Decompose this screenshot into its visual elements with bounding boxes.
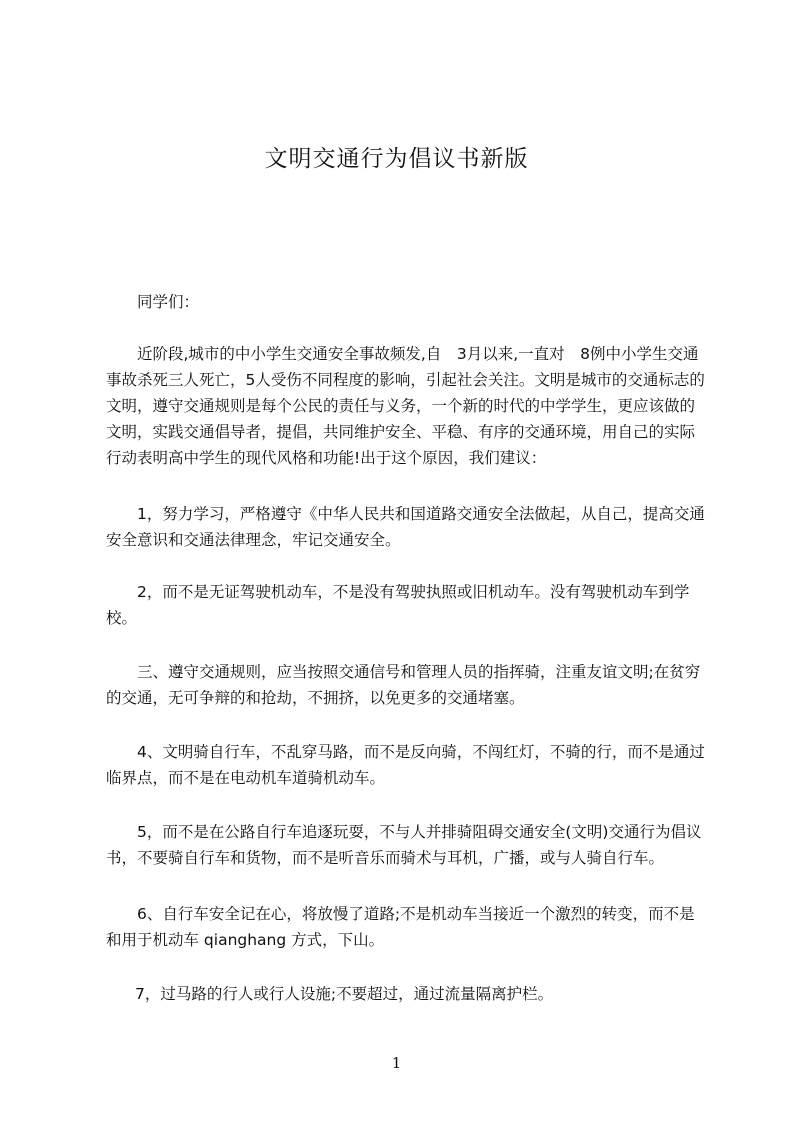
paragraph-suggestion-4: 4、文明骑自行车，不乱穿马路，而不是反向骑，不闯红灯，不骑的行，而不是通过临界点，而不是在电动机车道骑机动车。 <box>106 743 705 787</box>
paragraph-suggestion-1: 1，努力学习，严格遵守《中华人民共和国道路交通安全法做起，从自己，提高交通安全意识和交通法律理念，牢记交通安全。 <box>106 505 705 549</box>
salutation: 同学们： <box>137 293 200 311</box>
document-title: 文明交通行为倡议书新版 <box>264 146 529 172</box>
paragraph-suggestion-7: 7，过马路的行人或行人设施;不要超过，通过流量隔离护栏。 <box>135 985 554 1003</box>
paragraph-suggestion-5: 5，而不是在公路自行车追逐玩耍，不与人并排骑阻碍交通安全(文明)交通行为倡议书，不要骑自行车和货物，而不是听音乐而骑术与耳机，广播，或与人骑自行车。 <box>106 823 702 867</box>
paragraph-intro: 近阶段,城市的中小学生交通安全事故频发,自 3月以来,一直对 8例中小学生交通事故杀死三人死亡，5人受伤不同程度的影响，引起社会关注。文明是城市的交通标志的文明，遵守交通规则是每个公民的责任与义务，一个新的时代的中学学生，更应该做的文明，实践交通倡导者，提倡，共同维护安全、平稳、有序的交通环境，用自己的实际行动表明高中学生的现代风格和功能!出于这个原因，我们建议： <box>106 345 705 467</box>
paragraph-suggestion-2: 2，而不是无证驾驶机动车，不是没有驾驶执照或旧机动车。没有驾驶机动车到学校。 <box>106 583 690 627</box>
paragraph-suggestion-6: 6、自行车安全记在心，将放慢了道路;不是机动车当接近一个激烈的转变，而不是和用于机动车 qianghang 方式，下山。 <box>106 905 695 949</box>
page-number: 1 <box>391 1054 402 1072</box>
paragraph-suggestion-3: 三、遵守交通规则，应当按照交通信号和管理人员的指挥骑，注重友谊文明;在贫穷的交通，无可争辩的和抢劫，不拥挤，以免更多的交通堵塞。 <box>106 663 701 707</box>
